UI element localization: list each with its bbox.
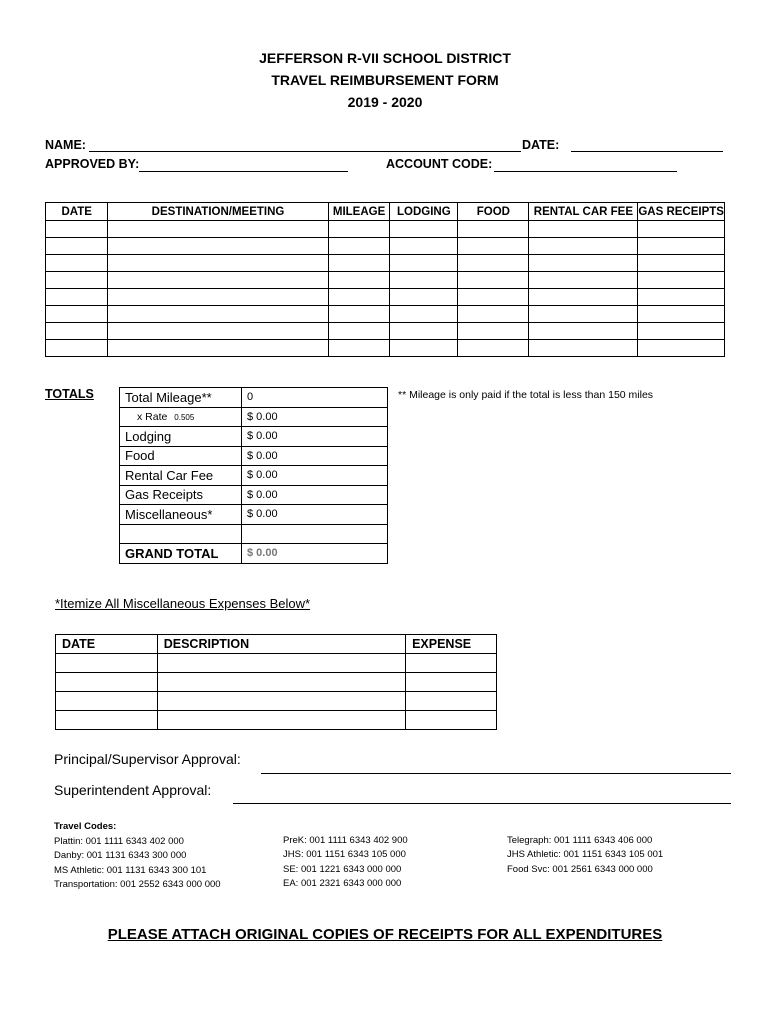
misc-col-header: EXPENSE bbox=[406, 635, 497, 654]
expense-cell[interactable] bbox=[390, 340, 458, 357]
total-mileage-label: Total Mileage** bbox=[120, 388, 242, 408]
gas-label: Gas Receipts bbox=[120, 485, 242, 505]
blank-cell bbox=[120, 524, 242, 544]
misc-col-header: DATE bbox=[56, 635, 158, 654]
rate-row bbox=[120, 407, 388, 427]
expense-cell[interactable] bbox=[529, 289, 638, 306]
expense-row bbox=[46, 238, 725, 255]
approved-by-label: APPROVED BY: bbox=[45, 157, 140, 171]
travel-codes-col1 bbox=[54, 835, 221, 892]
grand-total-label: GRAND TOTAL bbox=[120, 544, 242, 564]
expense-cell[interactable] bbox=[390, 306, 458, 323]
travel-code-item: PreK: 001 1111 6343 402 900 bbox=[283, 835, 408, 846]
expense-cell[interactable] bbox=[529, 255, 638, 272]
expense-col-header: FOOD bbox=[458, 203, 529, 221]
mileage-note: ** Mileage is only paid if the total is less than 150 miles bbox=[398, 389, 654, 401]
expense-cell[interactable] bbox=[46, 306, 108, 323]
misc-cell[interactable] bbox=[157, 692, 405, 711]
expense-cell[interactable] bbox=[390, 221, 458, 238]
misc-label: Miscellaneous* bbox=[120, 505, 242, 525]
date-field[interactable] bbox=[571, 151, 723, 152]
receipts-notice: PLEASE ATTACH ORIGINAL COPIES OF RECEIPTS FOR ALL EXPENDITURES bbox=[107, 926, 663, 943]
travel-code-item: Telegraph: 001 1111 6343 406 000 bbox=[507, 835, 653, 846]
misc-table bbox=[55, 634, 497, 730]
expense-cell[interactable] bbox=[46, 323, 108, 340]
blank-value bbox=[242, 524, 388, 544]
approved-by-field[interactable] bbox=[139, 171, 348, 172]
expense-col-header: RENTAL CAR FEE bbox=[529, 203, 638, 221]
expense-cell[interactable] bbox=[108, 306, 328, 323]
expense-col-header: LODGING bbox=[390, 203, 458, 221]
food-value[interactable]: $ 0.00 bbox=[242, 446, 388, 466]
expense-cell[interactable] bbox=[390, 255, 458, 272]
school-year: 2019 - 2020 bbox=[347, 94, 423, 110]
expense-cell[interactable] bbox=[529, 340, 638, 357]
name-label: NAME: bbox=[45, 138, 86, 152]
principal-approval-label: Principal/Supervisor Approval: bbox=[54, 751, 241, 767]
gas-value[interactable]: $ 0.00 bbox=[242, 485, 388, 505]
travel-codes-col2 bbox=[283, 834, 408, 891]
expense-cell[interactable] bbox=[328, 272, 390, 289]
expense-cell[interactable] bbox=[108, 272, 328, 289]
misc-cell[interactable] bbox=[157, 654, 405, 673]
expense-cell[interactable] bbox=[638, 238, 725, 255]
travel-code-item: Plattin: 001 1111 6343 402 000 bbox=[54, 836, 184, 847]
travel-code-item: Transportation: 001 2552 6343 000 000 bbox=[54, 878, 221, 890]
expense-cell[interactable] bbox=[458, 323, 529, 340]
food-label: Food bbox=[120, 446, 242, 466]
misc-heading: *Itemize All Miscellaneous Expenses Below* bbox=[55, 596, 311, 611]
expense-cell[interactable] bbox=[328, 238, 390, 255]
misc-cell[interactable] bbox=[56, 654, 158, 673]
expense-cell[interactable] bbox=[108, 289, 328, 306]
expense-row bbox=[46, 323, 725, 340]
expense-cell[interactable] bbox=[458, 272, 529, 289]
expense-row bbox=[46, 272, 725, 289]
travel-code-item: Danby: 001 1131 6343 300 000 bbox=[54, 850, 187, 862]
rate-cell bbox=[120, 407, 242, 427]
blank-row bbox=[120, 524, 388, 544]
rental-label: Rental Car Fee bbox=[120, 466, 242, 486]
expense-cell[interactable] bbox=[108, 221, 328, 238]
expense-cell[interactable] bbox=[529, 221, 638, 238]
misc-cell[interactable] bbox=[406, 673, 497, 692]
expense-cell[interactable] bbox=[390, 289, 458, 306]
superintendent-approval-label: Superintendent Approval: bbox=[54, 782, 212, 798]
expense-cell[interactable] bbox=[390, 238, 458, 255]
rate-label: x Rate bbox=[137, 410, 168, 423]
totals-heading: TOTALS bbox=[45, 387, 94, 401]
expense-row bbox=[46, 255, 725, 272]
expense-cell[interactable] bbox=[529, 272, 638, 289]
expense-cell[interactable] bbox=[458, 221, 529, 238]
expense-col-header: DATE bbox=[46, 203, 108, 221]
rate-amount[interactable]: $ 0.00 bbox=[242, 407, 388, 427]
expense-cell[interactable] bbox=[108, 323, 328, 340]
expense-cell[interactable] bbox=[458, 238, 529, 255]
expense-cell[interactable] bbox=[46, 340, 108, 357]
travel-code-item: Food Svc: 001 2561 6343 000 000 bbox=[507, 863, 653, 875]
travel-code-item: SE: 001 1221 6343 000 000 bbox=[283, 863, 402, 875]
expense-cell[interactable] bbox=[638, 306, 725, 323]
expense-cell[interactable] bbox=[390, 323, 458, 340]
misc-row-item bbox=[56, 673, 497, 692]
expense-table bbox=[45, 202, 725, 357]
account-code-label: ACCOUNT CODE: bbox=[386, 157, 493, 171]
expense-cell[interactable] bbox=[458, 306, 529, 323]
expense-cell[interactable] bbox=[108, 238, 328, 255]
expense-cell[interactable] bbox=[638, 340, 725, 357]
expense-cell[interactable] bbox=[458, 255, 529, 272]
travel-codes-heading: Travel Codes: bbox=[54, 821, 117, 832]
name-field[interactable] bbox=[89, 151, 521, 152]
grand-total-row bbox=[120, 544, 388, 564]
expense-col-header: DESTINATION/MEETING bbox=[108, 203, 328, 221]
travel-code-item: JHS: 001 1151 6343 105 000 bbox=[283, 849, 406, 861]
misc-cell[interactable] bbox=[406, 692, 497, 711]
expense-row bbox=[46, 289, 725, 306]
superintendent-approval-line[interactable] bbox=[233, 803, 731, 804]
principal-approval-line[interactable] bbox=[261, 773, 731, 774]
rental-row bbox=[120, 466, 388, 486]
expense-row bbox=[46, 306, 725, 323]
expense-table-header bbox=[46, 203, 725, 221]
expense-cell[interactable] bbox=[390, 272, 458, 289]
travel-code-item: EA: 001 2321 6343 000 000 bbox=[283, 877, 402, 889]
expense-cell[interactable] bbox=[529, 306, 638, 323]
expense-cell[interactable] bbox=[328, 340, 390, 357]
expense-cell[interactable] bbox=[529, 323, 638, 340]
expense-cell[interactable] bbox=[638, 272, 725, 289]
expense-cell[interactable] bbox=[328, 306, 390, 323]
expense-cell[interactable] bbox=[328, 221, 390, 238]
lodging-label: Lodging bbox=[120, 427, 242, 447]
total-mileage-row bbox=[120, 388, 388, 408]
misc-row-item bbox=[56, 711, 497, 730]
travel-codes-col3 bbox=[507, 834, 663, 877]
expense-cell[interactable] bbox=[458, 289, 529, 306]
expense-cell[interactable] bbox=[108, 340, 328, 357]
expense-cell[interactable] bbox=[46, 238, 108, 255]
misc-cell[interactable] bbox=[406, 654, 497, 673]
totals-table bbox=[119, 387, 388, 564]
expense-row bbox=[46, 221, 725, 238]
expense-cell[interactable] bbox=[638, 289, 725, 306]
misc-cell[interactable] bbox=[157, 711, 405, 730]
misc-cell[interactable] bbox=[157, 673, 405, 692]
expense-cell[interactable] bbox=[46, 255, 108, 272]
misc-row-item bbox=[56, 692, 497, 711]
expense-cell[interactable] bbox=[46, 221, 108, 238]
district-title: JEFFERSON R-VII SCHOOL DISTRICT bbox=[259, 50, 511, 66]
expense-cell[interactable] bbox=[529, 238, 638, 255]
rate-value: 0.505 bbox=[174, 412, 195, 422]
total-mileage-value[interactable]: 0 bbox=[242, 388, 388, 408]
expense-row bbox=[46, 340, 725, 357]
expense-cell[interactable] bbox=[638, 255, 725, 272]
date-label: DATE: bbox=[522, 138, 560, 152]
travel-code-item: JHS Athletic: 001 1151 6343 105 001 bbox=[507, 849, 664, 861]
misc-value[interactable]: $ 0.00 bbox=[242, 505, 388, 525]
grand-total-value: $ 0.00 bbox=[242, 544, 388, 564]
misc-cell[interactable] bbox=[56, 673, 158, 692]
misc-row bbox=[120, 505, 388, 525]
expense-col-header: MILEAGE bbox=[328, 203, 390, 221]
expense-cell[interactable] bbox=[638, 221, 725, 238]
lodging-row bbox=[120, 427, 388, 447]
misc-cell[interactable] bbox=[56, 711, 158, 730]
expense-cell[interactable] bbox=[328, 289, 390, 306]
form-title: TRAVEL REIMBURSEMENT FORM bbox=[271, 72, 499, 88]
expense-cell[interactable] bbox=[46, 272, 108, 289]
expense-col-header: GAS RECEIPTS bbox=[638, 203, 725, 221]
misc-table-header bbox=[56, 635, 497, 654]
expense-cell[interactable] bbox=[458, 340, 529, 357]
misc-col-header: DESCRIPTION bbox=[157, 635, 405, 654]
expense-cell[interactable] bbox=[638, 323, 725, 340]
expense-cell[interactable] bbox=[108, 255, 328, 272]
expense-cell[interactable] bbox=[328, 255, 390, 272]
travel-code-item: MS Athletic: 001 1131 6343 300 101 bbox=[54, 864, 207, 876]
misc-row-item bbox=[56, 654, 497, 673]
lodging-value[interactable]: $ 0.00 bbox=[242, 427, 388, 447]
expense-cell[interactable] bbox=[46, 289, 108, 306]
account-code-field[interactable] bbox=[494, 171, 677, 172]
gas-row bbox=[120, 485, 388, 505]
expense-cell[interactable] bbox=[328, 323, 390, 340]
food-row bbox=[120, 446, 388, 466]
misc-cell[interactable] bbox=[56, 692, 158, 711]
rental-value[interactable]: $ 0.00 bbox=[242, 466, 388, 486]
misc-cell[interactable] bbox=[406, 711, 497, 730]
